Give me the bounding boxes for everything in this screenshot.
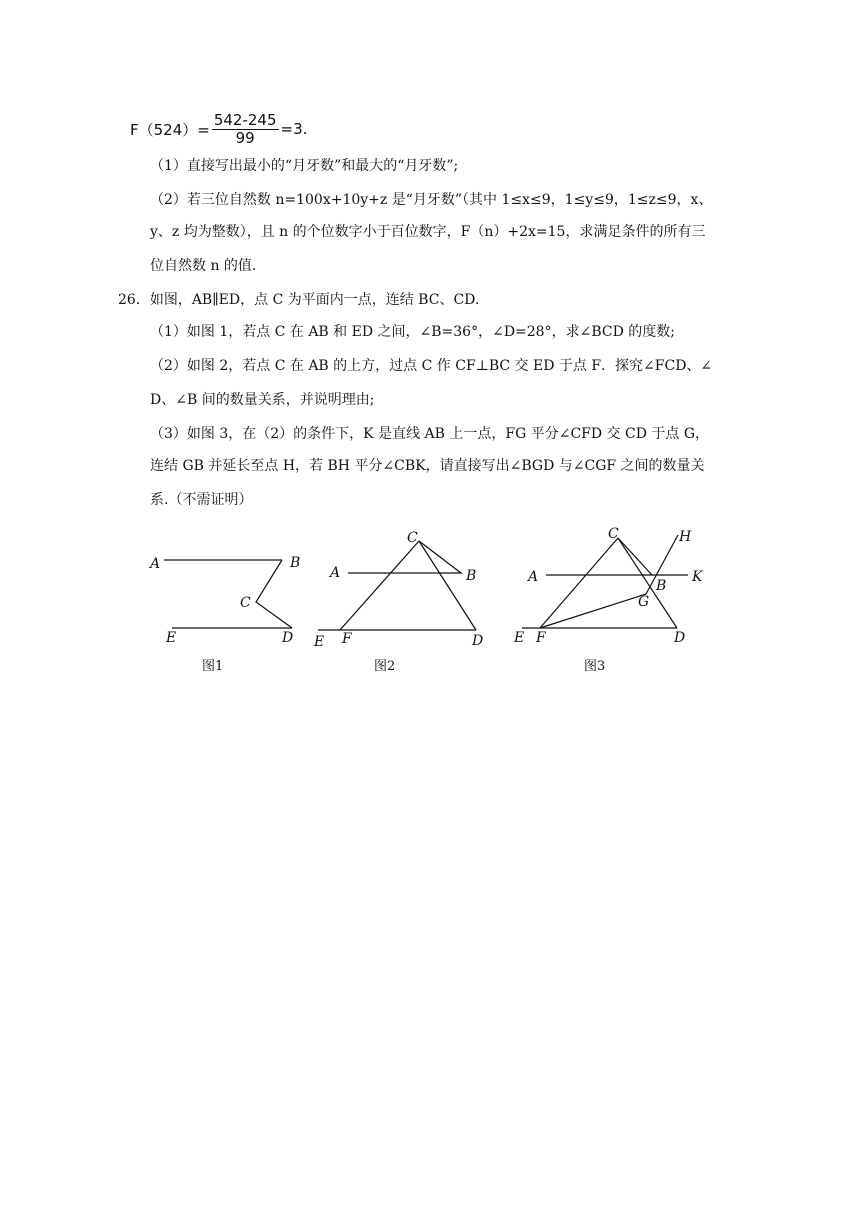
geometry-figures — [0, 520, 860, 720]
fig2-label-b: B — [466, 568, 477, 584]
fig3-line-cd — [618, 538, 677, 628]
fig1-label-c: C — [240, 595, 251, 611]
fraction-numerator: 542-245 — [213, 110, 277, 129]
problem-26-part-3-line-3: 系.（不需证明） — [150, 492, 253, 508]
formula-lhs: F（524）= — [130, 120, 210, 139]
problem-26-part-2-line-1: （2）如图 2，若点 C 在 AB 的上方，过点 C 作 CF⊥BC 交 ED 于点 F．探究∠FCD、∠ — [150, 358, 713, 374]
question-2-line-3: 位自然数 n 的值. — [150, 258, 257, 274]
fig3-label-g: G — [638, 594, 650, 610]
fig1-label-e: E — [166, 630, 177, 646]
fig3-label-k: K — [692, 569, 703, 585]
fig2-label-d: D — [472, 633, 484, 649]
formula-f524 — [130, 108, 307, 150]
fig3-label-c: C — [608, 526, 619, 542]
fig1-caption: 图1 — [202, 659, 224, 674]
fig3-line-fg — [540, 594, 646, 628]
fig3-line-cf — [540, 538, 618, 628]
fig3-line-cb — [618, 538, 652, 575]
problem-26-part-2-line-2: D、∠B 间的数量关系，并说明理由; — [150, 392, 375, 408]
figure-1 — [148, 555, 300, 674]
fig2-line-cb — [419, 541, 461, 573]
fig2-caption: 图2 — [374, 659, 396, 674]
problem-26-part-3-line-1: （3）如图 3，在（2）的条件下，K 是直线 AB 上一点，FG 平分∠CFD 交 CD 于点 G， — [150, 426, 710, 442]
fig1-path-bcd — [256, 560, 292, 628]
problem-26-part-3-line-2: 连结 GB 并延长至点 H，若 BH 平分∠CBK，请直接写出∠BGD 与∠CGF 之间的数量关 — [150, 458, 705, 474]
fig2-label-e: E — [314, 634, 325, 650]
fig2-line-cf — [340, 541, 419, 630]
fig3-label-d: D — [674, 630, 686, 646]
question-2-line-2: y、z 均为整数），且 n 的个位数字小于百位数字，F（n）+2x=15，求满足条件的所有三 — [150, 224, 706, 240]
fig3-label-f: F — [536, 630, 546, 646]
fig2-label-f: F — [342, 631, 352, 647]
fig2-label-a: A — [330, 565, 341, 581]
fig2-line-cd — [419, 541, 476, 630]
fig1-label-d: D — [282, 630, 294, 646]
fig3-label-h: H — [679, 529, 692, 545]
fig3-caption: 图3 — [584, 659, 606, 674]
fig1-label-a: A — [150, 556, 161, 572]
formula-fraction — [212, 112, 279, 147]
figure-2 — [313, 530, 483, 674]
fig1-label-b: B — [290, 555, 301, 571]
question-2-line-1: （2）若三位自然数 n=100x+10y+z 是“月牙数”（其中 1≤x≤9，1≤y≤9，1≤z≤9，x、 — [150, 192, 713, 208]
fig3-label-a: A — [528, 569, 539, 585]
problem-26-intro: 26．如图，AB∥ED，点 C 为平面内一点，连结 BC、CD. — [118, 292, 480, 308]
question-1: （1）直接写出最小的“月牙数”和最大的“月牙数”; — [150, 158, 459, 174]
formula-rhs: =3. — [280, 120, 308, 138]
fraction-denominator: 99 — [235, 128, 255, 147]
fig3-label-e: E — [514, 630, 525, 646]
figure-3 — [513, 526, 704, 674]
fig2-label-c: C — [407, 530, 418, 546]
fig3-label-b: B — [656, 578, 667, 594]
problem-26-part-1: （1）如图 1，若点 C 在 AB 和 ED 之间，∠B=36°，∠D=28°，求∠BCD 的度数; — [150, 324, 675, 340]
